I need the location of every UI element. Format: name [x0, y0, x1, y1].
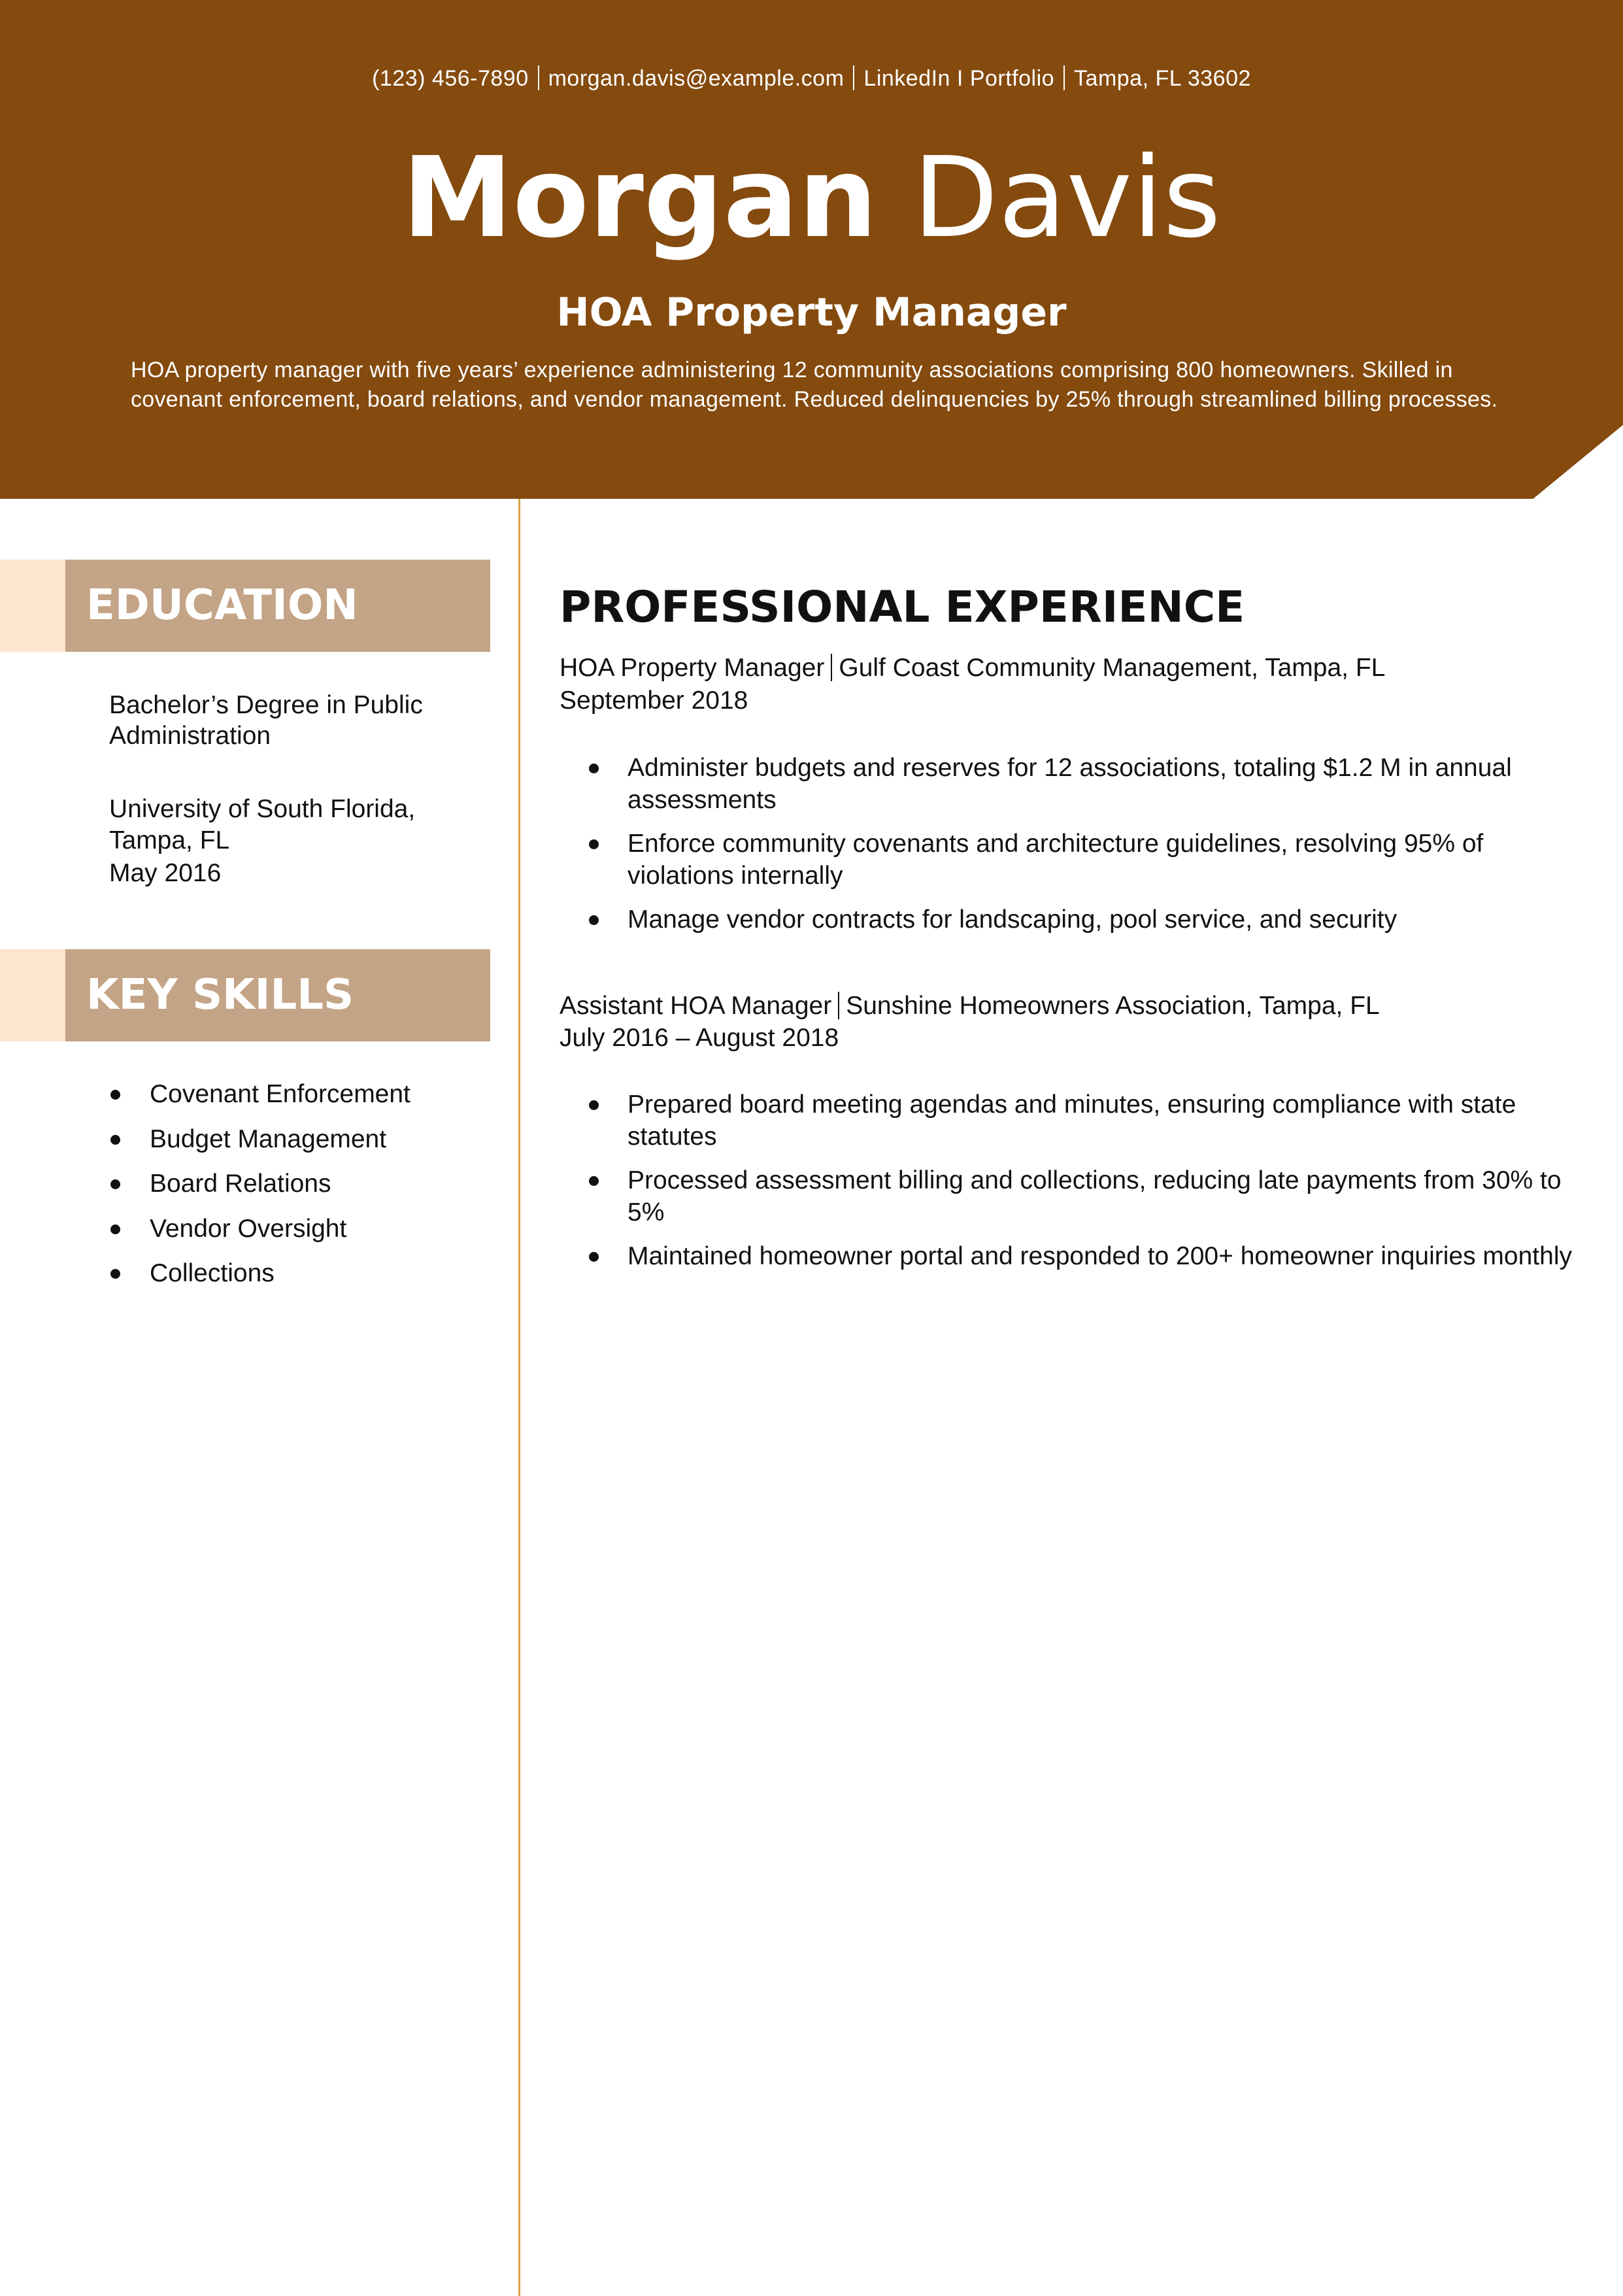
job-2-bullets — [560, 1089, 1579, 1284]
contact-email[interactable]: morgan.davis@example.com — [548, 66, 845, 91]
skill-item — [109, 1124, 410, 1169]
bullet-icon — [589, 1176, 599, 1186]
job-2-title-line — [560, 992, 1380, 1021]
bullet-text: Administer budgets and reserves for 12 associations, totaling $1.2 M in annual assessments — [627, 754, 1512, 814]
bullet-text: Prepared board meeting agendas and minutes, ensuring compliance with state statutes — [627, 1090, 1516, 1151]
job-2-dates: July 2016 – August 2018 — [560, 1024, 839, 1052]
bullet-icon — [110, 1269, 120, 1279]
job-1-title: HOA Property Manager — [560, 654, 825, 682]
skill-label: Vendor Oversight — [150, 1214, 347, 1243]
candidate-name — [0, 133, 1623, 263]
bullet-text: Enforce community covenants and architecture guidelines, resolving 95% of violations internally — [627, 830, 1484, 890]
professional-summary: HOA property manager with five years’ experience administering 12 community associations comprising 800 homeowners. Skilled in covenant enforcement, board relations, and vendor management. Reduced delinquencies by 25% through streamlined billing processes. — [131, 358, 1498, 412]
skills-band-accent — [0, 949, 65, 1041]
bullet-icon — [589, 915, 599, 925]
skills-heading: KEY SKILLS — [65, 949, 490, 1041]
bullet-icon — [589, 839, 599, 849]
job-bullet — [560, 903, 1579, 936]
bullet-icon — [110, 1090, 120, 1100]
skill-item — [109, 1258, 410, 1303]
bullet-icon — [589, 764, 599, 773]
job-2-company: Sunshine Homeowners Association, Tampa, FL — [846, 992, 1380, 1020]
skill-label: Board Relations — [150, 1170, 331, 1198]
skill-label: Covenant Enforcement — [150, 1080, 410, 1108]
education-school: University of South Florida, — [109, 795, 416, 823]
column-divider — [518, 499, 520, 2296]
skills-list — [109, 1079, 410, 1303]
education-date: May 2016 — [109, 859, 222, 887]
job-bullet — [560, 1240, 1579, 1272]
skill-label: Collections — [150, 1259, 275, 1287]
contact-portfolio-link[interactable]: Portfolio — [969, 66, 1055, 91]
skill-label: Budget Management — [150, 1124, 387, 1153]
header-banner — [0, 0, 1623, 499]
job-bullet — [560, 1164, 1579, 1228]
education-degree: Bachelor’s Degree in Public Administration — [109, 691, 423, 750]
bullet-icon — [589, 1252, 599, 1262]
bullet-text: Processed assessment billing and collections, reducing late payments from 30% to 5% — [627, 1166, 1562, 1226]
contact-phone: (123) 456-7890 — [372, 66, 529, 91]
bullet-icon — [110, 1135, 120, 1145]
contact-separator — [1063, 65, 1065, 90]
contact-separator — [538, 65, 539, 90]
contact-linkedin-link[interactable]: LinkedIn — [863, 66, 950, 91]
education-location: Tampa, FL — [109, 826, 230, 854]
contact-separator — [853, 65, 854, 90]
last-name: Davis — [912, 133, 1221, 263]
contact-links-separator: I — [950, 66, 970, 91]
contact-location: Tampa, FL 33602 — [1074, 66, 1251, 91]
bullet-icon — [110, 1224, 120, 1234]
job-1-dates: September 2018 — [560, 686, 748, 715]
job-bullet — [560, 752, 1579, 816]
title-separator — [838, 992, 839, 1019]
experience-heading: PROFESSIONAL EXPERIENCE — [560, 582, 1245, 632]
bullet-text: Manage vendor contracts for landscaping, pool service, and security — [627, 905, 1397, 934]
title-separator — [831, 654, 832, 681]
job-bullet — [560, 1089, 1579, 1153]
job-title-heading: HOA Property Manager — [556, 290, 1067, 335]
job-bullet — [560, 828, 1579, 892]
job-1-bullets — [560, 752, 1579, 947]
bullet-icon — [110, 1179, 120, 1189]
job-1-title-line — [560, 654, 1385, 683]
skill-item — [109, 1079, 410, 1124]
job-1-company: Gulf Coast Community Management, Tampa, FL — [839, 654, 1386, 682]
skill-item — [109, 1168, 410, 1213]
bullet-icon — [589, 1100, 599, 1110]
education-heading: EDUCATION — [65, 560, 490, 652]
first-name: Morgan — [402, 133, 878, 263]
job-2-title: Assistant HOA Manager — [560, 992, 832, 1020]
contact-line — [0, 65, 1623, 92]
bullet-text: Maintained homeowner portal and responded to 200+ homeowner inquiries monthly — [627, 1242, 1572, 1270]
education-band-accent — [0, 560, 65, 652]
skill-item — [109, 1213, 410, 1258]
